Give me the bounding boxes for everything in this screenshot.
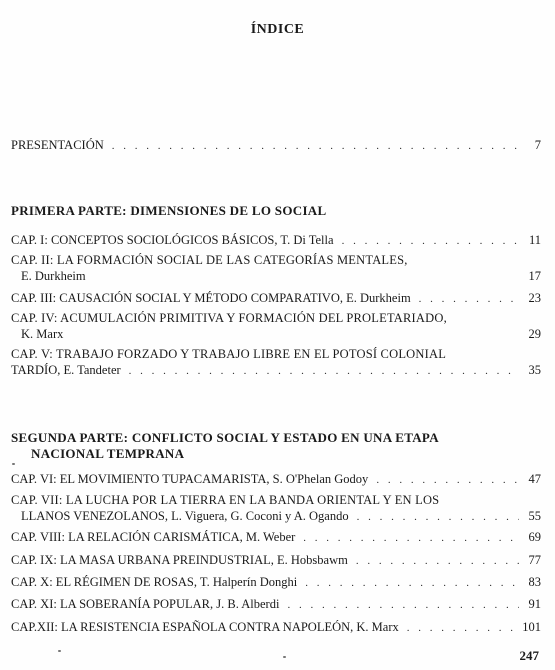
part-heading-line2: NACIONAL TEMPRANA	[31, 446, 185, 461]
entry-label: CAP.XII: LA RESISTENCIA ESPAÑOLA CONTRA NAPOLEÓN, K. Marx	[11, 620, 399, 634]
page-number: 247	[519, 648, 539, 663]
entry-page: 77	[528, 553, 541, 567]
entry-label: CAP. III: CAUSACIÓN SOCIAL Y MÉTODO COMPARATIVO, E. Durkheim	[11, 291, 411, 305]
entry-label: CAP. VI: EL MOVIMIENTO TUPACAMARISTA, S. O'Phelan Godoy	[11, 472, 369, 486]
leader-dots	[376, 472, 519, 488]
entry-page: 7	[534, 138, 541, 152]
toc-entry[interactable]	[11, 552, 541, 569]
entry-label: CAP. VIII: LA RELACIÓN CARISMÁTICA, M. Weber	[11, 530, 296, 544]
part-heading-2	[11, 430, 541, 462]
entry-label: CAP. XI: LA SOBERANÍA POPULAR, J. B. Alberdi	[11, 597, 280, 611]
entry-page: 11	[528, 233, 541, 247]
entry-author: TARDÍO, E. Tandeter	[11, 363, 121, 377]
toc-entry[interactable]	[11, 596, 541, 613]
entry-label: CAP. X: EL RÉGIMEN DE ROSAS, T. Halperín Donghi	[11, 575, 298, 589]
entry-page: 47	[528, 472, 541, 486]
entry-page: 83	[528, 575, 541, 589]
entry-page: 91	[528, 597, 541, 611]
page-title: ÍNDICE	[250, 22, 305, 37]
toc-entry[interactable]	[11, 492, 541, 525]
toc-entry[interactable]	[11, 346, 541, 379]
entry-label: PRESENTACIÓN	[11, 138, 104, 152]
leader-dots	[419, 291, 519, 307]
leader-dots	[407, 620, 514, 636]
leader-dots	[112, 138, 519, 154]
leader-dots	[342, 233, 519, 249]
toc-entry[interactable]	[11, 310, 541, 343]
entry-page: 55	[528, 509, 541, 523]
entry-label: CAP. VII: LA LUCHA POR LA TIERRA EN LA BANDA ORIENTAL Y EN LOS	[11, 493, 440, 507]
scan-speck	[12, 463, 15, 465]
leader-dots	[305, 575, 519, 591]
entry-page: 35	[528, 363, 541, 377]
toc-entry[interactable]	[11, 529, 541, 546]
entry-label: CAP. IV: ACUMULACIÓN PRIMITIVA Y FORMACIÓN DEL PROLETARIADO,	[11, 311, 447, 325]
entry-page: 17	[528, 269, 541, 283]
scan-speck	[58, 650, 61, 652]
part-heading-line1: SEGUNDA PARTE: CONFLICTO SOCIAL Y ESTADO EN UNA ETAPA	[11, 430, 439, 445]
leader-dots	[129, 363, 519, 379]
toc-entry-presentation[interactable]	[11, 137, 541, 154]
leader-dots	[303, 530, 519, 546]
entry-page: 23	[528, 291, 541, 305]
leader-dots	[287, 597, 519, 613]
toc-entry[interactable]	[11, 290, 541, 307]
scan-speck	[283, 656, 286, 658]
toc-entry[interactable]	[11, 232, 541, 249]
entry-page: 69	[528, 530, 541, 544]
leader-dots	[356, 553, 519, 569]
entry-author: E. Durkheim	[21, 269, 86, 283]
toc-entry[interactable]	[11, 574, 541, 591]
part-heading-1: PRIMERA PARTE: DIMENSIONES DE LO SOCIAL	[11, 203, 327, 218]
entry-label: CAP. V: TRABAJO FORZADO Y TRABAJO LIBRE EN EL POTOSÍ COLONIAL	[11, 347, 447, 361]
entry-author: K. Marx	[21, 327, 64, 341]
entry-page: 101	[522, 620, 541, 634]
entry-page: 29	[528, 327, 541, 341]
leader-dots	[357, 509, 519, 525]
toc-entry[interactable]	[11, 252, 541, 285]
entry-label: CAP. II: LA FORMACIÓN SOCIAL DE LAS CATEGORÍAS MENTALES,	[11, 253, 408, 267]
entry-label: CAP. IX: LA MASA URBANA PREINDUSTRIAL, E. Hobsbawm	[11, 553, 348, 567]
entry-label: CAP. I: CONCEPTOS SOCIOLÓGICOS BÁSICOS, T. Di Tella	[11, 233, 334, 247]
entry-author: LLANOS VENEZOLANOS, L. Viguera, G. Coconi y A. Ogando	[21, 509, 349, 523]
toc-entry[interactable]	[11, 471, 541, 488]
toc-entry[interactable]	[11, 619, 541, 636]
